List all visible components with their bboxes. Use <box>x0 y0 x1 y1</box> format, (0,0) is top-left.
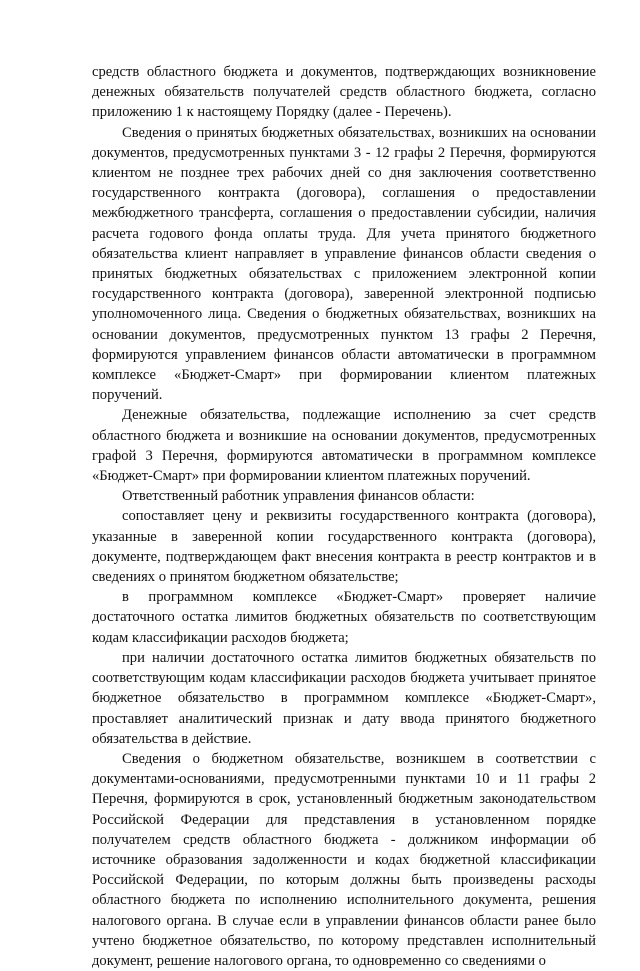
paragraph-8: Сведения о бюджетном обязательстве, возникшем в соответствии с документами-основаниями, предусмотренными пунктами 10 и 11 графы 2 Перечня, формируются в срок, установленный бюджетным законодательством Российской Федерации для представления в установленном порядке получателем средств областного бюджета - должником информации об источнике образования задолженности и кодах бюджетной классификации Российской Федерации, по которым должны быть произведены расходы областного бюджета по исполнению исполнительного документа, решения налогового органа. В случае если в управлении финансов области ранее было учтено бюджетное обязательство, по которому представлен исполнительный документ, решение налогового органа, то одновременно со сведениями о <box>92 750 596 969</box>
paragraph-7: при наличии достаточного остатка лимитов бюджетных обязательств по соответствующим кодам классификации расходов бюджета учитывает принятое бюджетное обязательство в программном комплексе «Бюджет-Смарт», проставляет аналитический признак и дату ввода принятого бюджетного обязательства в действие. <box>92 649 596 747</box>
paragraph-5: сопоставляет цену и реквизиты государственного контракта (договора), указанные в заверенной копии государственного контракта (договора), документе, подтверждающем факт внесения контракта в реестр контрактов и в сведениях о принятом бюджетном обязательстве; <box>92 508 596 586</box>
paragraph-6: в программном комплексе «Бюджет-Смарт» проверяет наличие достаточного остатка лимитов бюджетных обязательств по соответствующим кодам классификации расходов бюджета; <box>92 589 596 646</box>
paragraph-1: средств областного бюджета и документов, подтверждающих возникновение денежных обязательств получателей средств областного бюджета, согласно приложению 1 к настоящему Порядку (далее - Перечень). <box>92 64 596 121</box>
paragraph-3: Денежные обязательства, подлежащие исполнению за счет средств областного бюджета и возникшие на основании документов, предусмотренных графой 3 Перечня, формируются автоматически в программном комплексе «Бюджет-Смарт» при формировании клиентом платежных поручений. <box>92 407 596 485</box>
paragraph-2: Сведения о принятых бюджетных обязательствах, возникших на основании документов, предусмотренных пунктами 3 - 12 графы 2 Перечня, формируются клиентом не позднее трех рабочих дней со дня заключения соответственно государственного контракта (договора), соглашения о предоставлении межбюджетного трансферта, соглашения о предоставлении субсидии, наличия расчета годового фонда оплаты труда. Для учета принятого бюджетного обязательства клиент направляет в управление финансов области сведения о принятых бюджетных обязательствах с приложением электронной копии государственного контракта (договора), заверенной электронной подписью уполномоченного лица. Сведения о бюджетных обязательствах, возникших на основании документов, предусмотренных пунктом 13 графы 2 Перечня, формируются управлением финансов области автоматически в программном комплексе «Бюджет-Смарт» при формировании клиентом платежных поручений. <box>92 124 596 404</box>
paragraph-4: Ответственный работник управления финансов области: <box>122 488 475 505</box>
